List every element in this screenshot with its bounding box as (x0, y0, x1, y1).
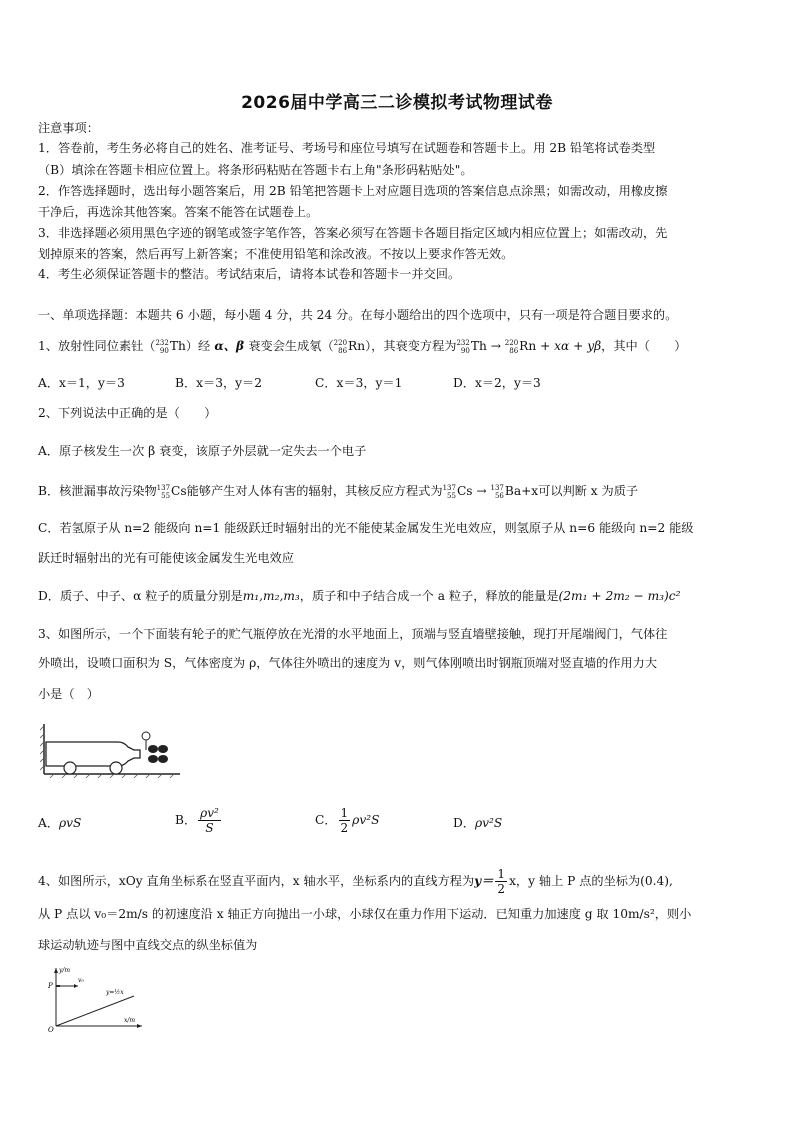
q1-option-a[interactable]: A．x＝1，y＝3 (38, 376, 125, 390)
q2-option-c-line1[interactable]: C．若氢原子从 n=2 能级向 n=1 能级跃迁时辐射出的光不能使某金属发生光电效应，则氢原子从 n=6 能级向 n=2 能级 (38, 521, 694, 535)
notice-line-7: 4．考生必须保证答题卡的整洁。考试结束后，请将本试卷和答题卡一并交回。 (38, 267, 461, 281)
coordinate-figure (44, 964, 144, 1034)
q3-option-d[interactable]: D．ρv²S (453, 816, 503, 830)
section-heading: 一、单项选择题：本题共 6 小题，每小题 4 分，共 24 分。在每小题给出的四个选项中，只有一项是符合题目要求的。 (38, 308, 678, 322)
notice-line-2: （B）填涂在答题卡相应位置上。将条形码粘贴在答题卡右上角"条形码粘贴处"。 (38, 163, 473, 177)
q2-option-c-line2: 跃迁时辐射出的光有可能使该金属发生光电效应 (38, 551, 294, 565)
notice-line-6: 划掉原来的答案，然后再写上新答案；不准使用铅笔和涂改液。不按以上要求作答无效。 (38, 247, 514, 261)
q3-option-b[interactable]: B． $\frac{\text{ρv²}}{S}$ (175, 806, 219, 835)
question-4-line-1: 4、如图所示，xOy 直角坐标系在竖直平面内，x 轴水平，坐标系内的直线方程为y＝ $\frac{1}{2}$ x，y 轴上 P 点的坐标为(0.4), (38, 867, 673, 896)
question-4-line-3: 球运动轨迹与图中直线交点的纵坐标值为 (38, 938, 258, 952)
q2-option-b[interactable]: B．核泄漏事故污染物 137 55 Cs能够产生对人体有害的辐射，其核反应方程式为 137 55 Cs → 137 56 Ba+x可以判断 x 为质子 (38, 483, 639, 500)
notice-line-5: 3．非选择题必须用黑色字迹的钢笔或签字笔作答，答案必须写在答题卡各题目指定区域内相应位置上；如需改动，先 (38, 226, 668, 240)
notice-heading: 注意事项： (38, 121, 99, 135)
question-3-line-2: 外喷出，设喷口面积为 S，气体密度为 ρ，气体往外喷出的速度为 v，则气体刚喷出时钢瓶顶端对竖直墙的作用力大 (38, 656, 658, 670)
question-1-stem: 1、放射性同位素钍（ 232 90 Th）经 α、β 衰变会生成氡（ 220 86 Rn），其衰变方程为 232 90 Th → 220 86 Rn + xα + yβ，其中（ ） (38, 338, 687, 355)
question-3-line-3: 小是（ ） (38, 687, 99, 701)
arrow-icon: → (472, 484, 491, 498)
notice-line-3: 2．作答选择题时，选出每小题答案后，用 2B 铅笔把答题卡上对应题目选项的答案信息点涂黑；如需改动，用橡皮擦 (38, 184, 668, 198)
page-title: 2026届中学高三二诊模拟考试物理试卷 (241, 93, 553, 113)
point-p-label: P (48, 982, 53, 990)
arrow-icon: → (486, 339, 505, 353)
question-4-line-2: 从 P 点以 v₀＝2m/s 的初速度沿 x 轴正方向抛出一小球，小球仅在重力作用下运动．已知重力加速度 g 取 10m/s²，则小 (38, 907, 692, 921)
x-axis-label: x/m (124, 1017, 136, 1024)
q2-option-a[interactable]: A．原子核发生一次 β 衰变，该原子外层就一定失去一个电子 (38, 444, 367, 458)
y-axis-label: y/m (59, 967, 71, 974)
origin-label: O (48, 1026, 54, 1034)
q1-option-d[interactable]: D．x＝2，y＝3 (453, 376, 541, 390)
v0-label: v₀ (78, 977, 84, 984)
q2-option-d[interactable]: D．质子、中子、α 粒子的质量分别是m₁,m₂,m₃，质子和中子结合成一个 a 粒子，释放的能量是(2m₁ + 2m₂ − m₃)c² (38, 589, 681, 603)
th-isotope: 232 90 (155, 338, 169, 355)
notice-line-4: 干净后，再选涂其他答案。答案不能答在试题卷上。 (38, 205, 319, 219)
q3-option-a[interactable]: A．ρvS (38, 816, 82, 830)
question-3-line-1: 3、如图所示，一个下面装有轮子的贮气瓶停放在光滑的水平地面上，顶端与竖直墙壁接触，现打开尾端阀门，气体往 (38, 627, 668, 641)
line-equation-label: y=½x (106, 989, 124, 996)
notice-line-1: 1．答卷前，考生务必将自己的姓名、准考证号、考场号和座位号填写在试题卷和答题卡上。用 2B 铅笔将试卷类型 (38, 141, 656, 155)
question-2-stem: 2、下列说法中正确的是（ ） (38, 406, 217, 420)
q1-option-b[interactable]: B．x＝3，y＝2 (175, 376, 262, 390)
q1-option-c[interactable]: C．x＝3，y＝1 (315, 376, 403, 390)
q3-option-c[interactable]: C． $\frac{1}{2}$ ρv²S (315, 806, 380, 835)
rn-isotope: 220 86 (333, 338, 348, 355)
gas-cylinder-figure (40, 722, 190, 782)
